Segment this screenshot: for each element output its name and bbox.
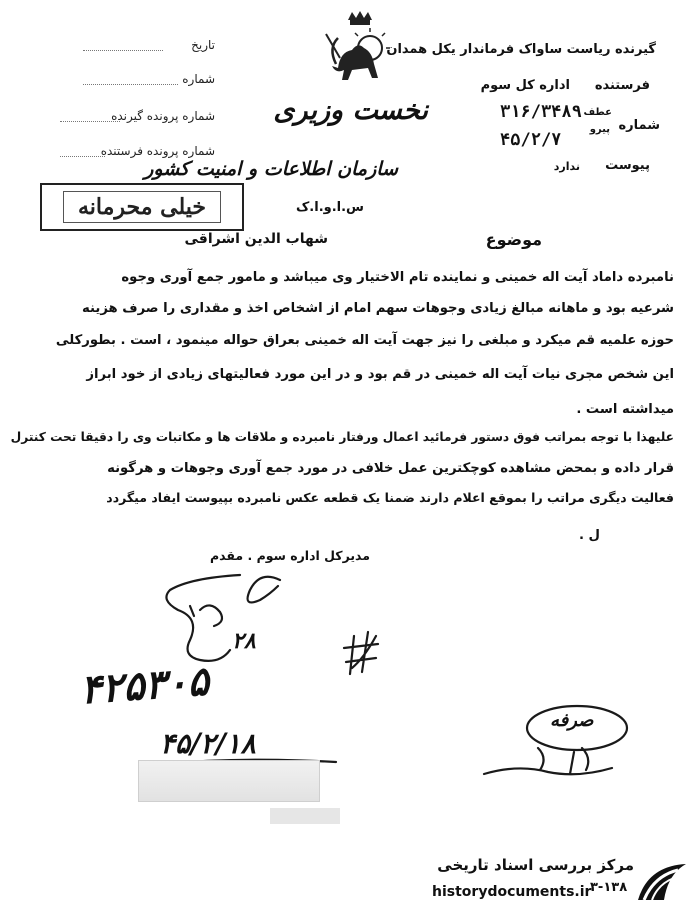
sender-file-no-label: شماره پرونده فرستنده — [100, 144, 215, 158]
body-line-9: ل . — [578, 528, 600, 543]
number-field-label: شماره — [618, 118, 660, 133]
body-line-3: حوزه علمیه قم میکرد و مبلغی را نیز جهت آیت اله خمینی بعراق حواله مینمود ، است . بطورکلی — [55, 333, 674, 348]
sender-file-dotted-line — [60, 155, 105, 157]
hash-mark-icon — [342, 628, 382, 678]
classification-stamp-text: خیلی محرمانه — [63, 191, 221, 223]
page-code: ۳-۱۳۸ — [590, 880, 628, 895]
classification-stamp — [40, 183, 244, 231]
faded-stamp — [138, 760, 320, 802]
body-line-8: فعالیت دیگری مراتب را بموقع اعلام دارند ضمنا یک قطعه عکس نامبرده بپیوست ایفاد میگردد — [106, 490, 674, 505]
hand-circled-text: صرفه — [550, 710, 594, 731]
hand-number-1: ۴۲۵۳۰۵ — [78, 657, 211, 714]
body-line-2: شرعیه بود و ماهانه مبالغ زیادی وجوهات سهم امام از اشخاص اخذ و مقداری را صرف هزینه — [82, 301, 674, 316]
hand-signature-2 — [478, 738, 618, 788]
archive-url: historydocuments.ir — [432, 884, 592, 900]
handwritten-signature — [130, 560, 330, 670]
body-line-1: نامبرده داماد آیت اله خمینی و نماینده تام الاختیار وی میباشد و مامور جمع آوری وجوه — [121, 270, 674, 285]
recipient-file-no-label: شماره پرونده گیرنده — [111, 109, 215, 123]
org-code: س.ا.و.ا.ک — [296, 200, 364, 215]
hand-28-mark: ۲۸ — [232, 628, 256, 654]
body-line-7: قرار داده و بمحض مشاهده کوچکترین عمل خلافی در مورد جمع آوری وجوهات و هرگونه — [107, 461, 674, 476]
archive-name: مرکز بررسی اسناد تاریخی — [437, 856, 634, 874]
sender-label: فرستنده — [594, 78, 650, 93]
recipient-file-dotted-line — [60, 120, 120, 122]
signature-title: مدیرکل اداره سوم . مقدم — [210, 548, 370, 563]
sender-value: اداره کل سوم — [480, 78, 570, 93]
date-value: ۴۵/۲/۷ — [500, 130, 562, 150]
peyro-label: پیرو — [589, 124, 610, 135]
body-line-4: این شخص مجری نیات آیت اله خمینی در قم بود و در این مورد فعالیتهای زیادی از خود ابراز — [86, 367, 674, 382]
number-value: ۳۱۶/۳۴۸۹ — [500, 102, 582, 122]
page-title-prime-ministry: نخست وزیری — [273, 95, 428, 126]
atf-label: عطف — [583, 107, 612, 118]
body-line-6: علیهذا با توجه بمراتب فوق دستور فرمائید اعمال ورفتار نامبرده و ملاقات ها و مکاتبات وی را دقیقا تحت کنترل — [10, 430, 674, 444]
number-dotted-line — [83, 83, 178, 85]
attachment-label: پیوست — [605, 158, 650, 173]
subject-label: موضوع — [485, 230, 542, 249]
hand-number-2: ۴۵/۲/۱۸ — [160, 727, 256, 760]
faded-stamp-2 — [270, 808, 340, 824]
archive-logo-icon — [634, 860, 692, 906]
date-label: تاریخ — [191, 38, 215, 52]
subject-value: شهاب الدین اشراقی — [184, 231, 328, 247]
date-dotted-line — [83, 49, 163, 51]
number-label: شماره — [182, 72, 215, 86]
org-title-savak: سازمان اطلاعات و امنیت کشور — [144, 158, 398, 180]
body-line-5: میداشته است . — [576, 402, 674, 417]
attachment-value: ندارد — [553, 160, 580, 173]
recipient-line: گیرنده ریاست ساواک فرماندار یکل همدان — [386, 42, 656, 57]
